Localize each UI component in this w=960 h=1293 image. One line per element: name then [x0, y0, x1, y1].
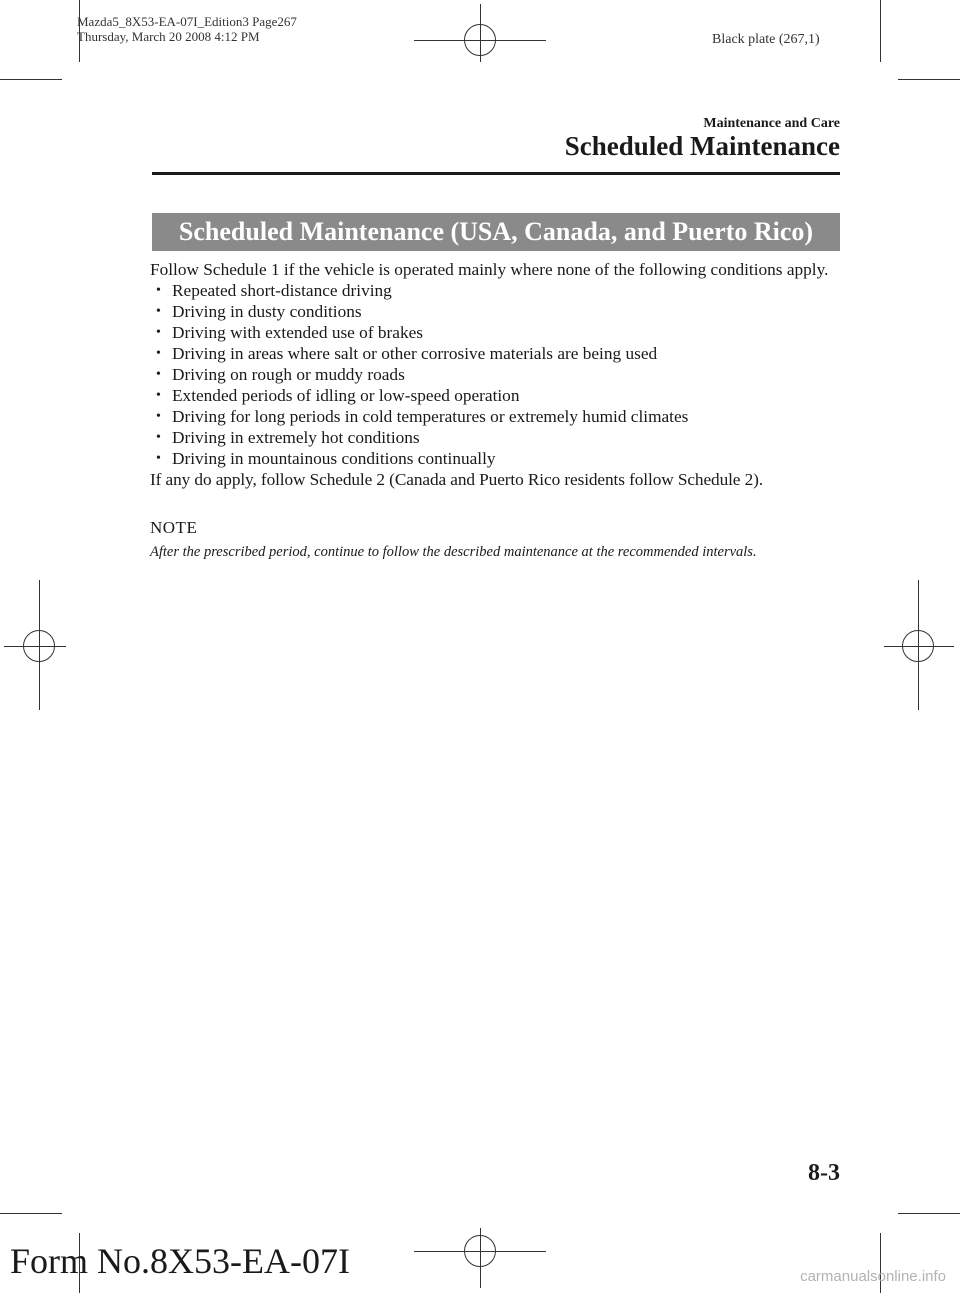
print-plate-info	[77, 14, 297, 44]
watermark: carmanualsonline.info	[800, 1268, 946, 1285]
section-label: Maintenance and Care	[703, 116, 840, 131]
bullet-icon: •	[156, 304, 161, 319]
bullet-icon: •	[156, 325, 161, 340]
section-banner	[152, 213, 840, 251]
black-plate-label: Black plate (267,1)	[712, 32, 820, 47]
body-text	[150, 259, 842, 490]
list-item: • Driving for long periods in cold temperatures or extremely humid climates	[156, 407, 689, 426]
list-item: • Repeated short-distance driving	[156, 281, 392, 300]
closing-paragraph: If any do apply, follow Schedule 2 (Canada and Puerto Rico residents follow Schedule 2).	[150, 470, 764, 489]
intro-paragraph: Follow Schedule 1 if the vehicle is operated mainly where none of the following conditions apply.	[150, 260, 829, 279]
list-item: • Driving in extremely hot conditions	[156, 428, 420, 447]
note-text: After the prescribed period, continue to follow the described maintenance at the recommended intervals.	[150, 544, 757, 560]
page-number: 8-3	[808, 1160, 840, 1186]
bullet-icon: •	[156, 409, 161, 424]
bullet-icon: •	[156, 451, 161, 466]
list-item: • Driving on rough or muddy roads	[156, 365, 405, 384]
bullet-icon: •	[156, 283, 161, 298]
title-rule	[152, 172, 840, 175]
list-item: • Extended periods of idling or low-speed operation	[156, 386, 520, 405]
condition-list	[150, 280, 842, 469]
plate-file-line: Mazda5_8X53-EA-07I_Edition3 Page267	[77, 14, 297, 29]
bullet-icon: •	[156, 346, 161, 361]
form-number: Form No.8X53-EA-07I	[10, 1241, 350, 1281]
list-item: • Driving in areas where salt or other corrosive materials are being used	[156, 344, 658, 363]
list-item: • Driving with extended use of brakes	[156, 323, 423, 342]
bullet-icon: •	[156, 367, 161, 382]
section-banner-title: Scheduled Maintenance (USA, Canada, and Puerto Rico)	[178, 217, 814, 246]
plate-date-line: Thursday, March 20 2008 4:12 PM	[77, 29, 260, 44]
page-title: Scheduled Maintenance	[564, 131, 840, 161]
bullet-icon: •	[156, 388, 161, 403]
note-label: NOTE	[150, 518, 198, 537]
list-item: • Driving in dusty conditions	[156, 302, 362, 321]
bullet-icon: •	[156, 430, 161, 445]
list-item: • Driving in mountainous conditions continually	[156, 449, 496, 468]
